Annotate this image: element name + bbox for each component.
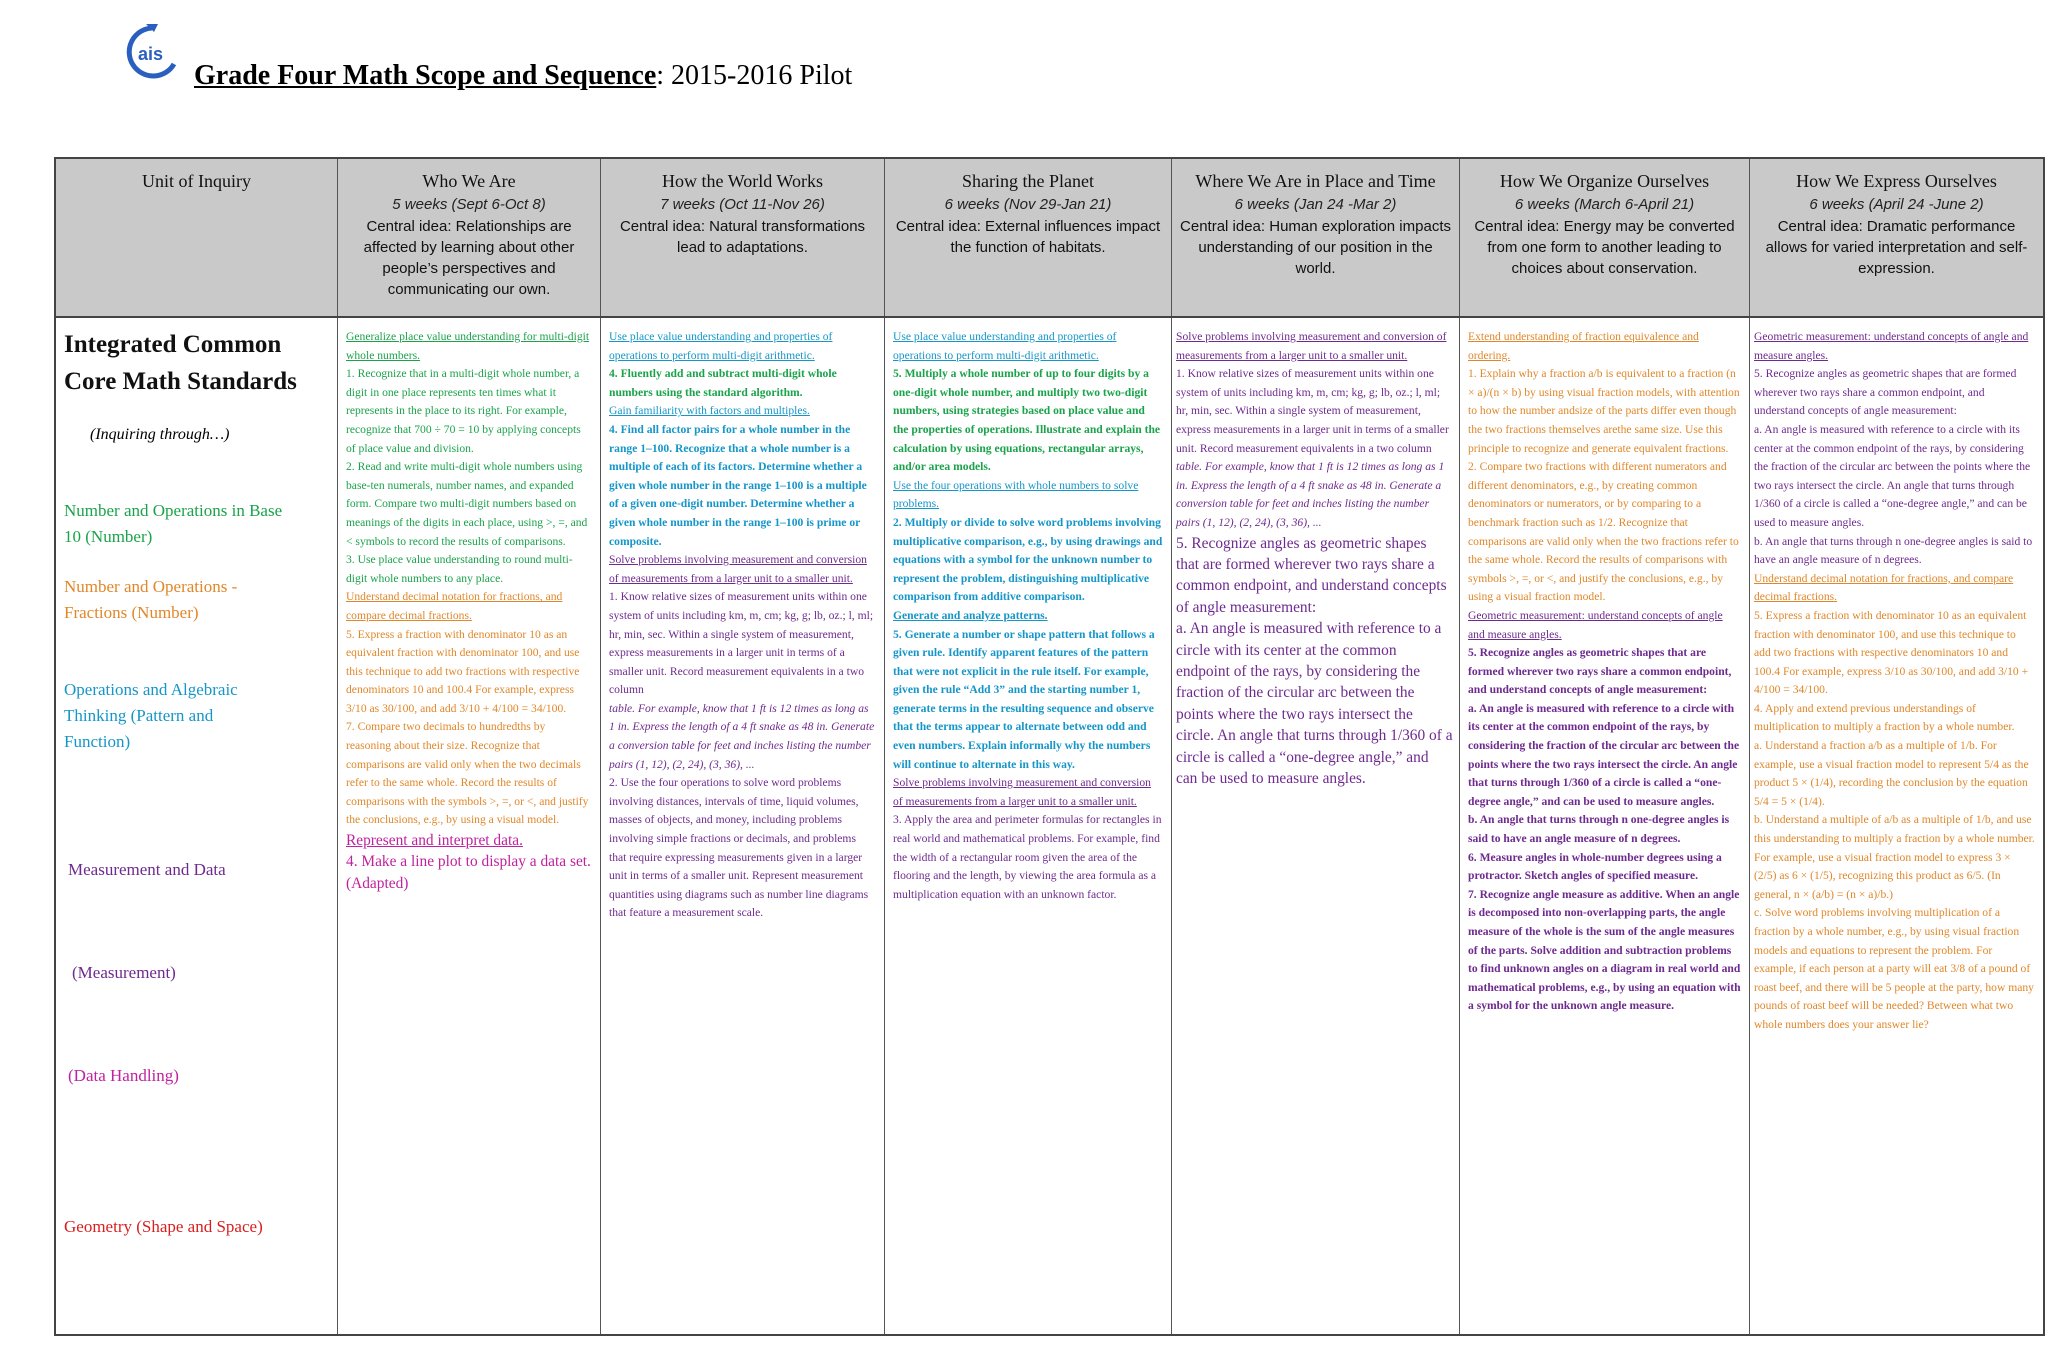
strand-measurement-data: Measurement and Data [68,860,226,879]
standards-cell [338,318,600,894]
standard-text: b. An angle that turns through n one-degree angles is said to have an angle measure of n degrees. [1468,813,1730,846]
standard-text: a. An angle is measured with reference to a circle with its center at the common endpoint of the rays, by considering the fraction of the circular arc between the points where the two rays intersect the circle. An angle that turns through 1/360 of a circle is called a “one-degree angle,” and can be used to measure angles. [1468,701,1740,808]
strand-measurement: (Measurement) [72,963,176,982]
column-weeks: 7 weeks (Oct 11-Nov 26) [660,196,825,213]
column-where-we-are [1172,318,1460,1334]
standard-text: 5. Recognize angles as geometric shapes that are formed wherever two rays share a common endpoint, and understand concepts of angle measurement: [1468,646,1732,697]
standard-text: 1. Explain why a fraction a/b is equivalent to a fraction (n × a)/(n × b) by using visual fraction models, with attention to how the number andsize of the parts differ even though the two fractions themselves arethe same size. Use this principle to recognize and generate equivalent fractions. [1468,367,1740,455]
standard-text: 4. Fluently add and subtract multi-digit whole numbers using the standard algorithm. [609,367,837,399]
column-weeks: 6 weeks (March 6-April 21) [1514,196,1695,213]
central-idea: Central idea: External influences impact the function of habitats. [895,218,1161,256]
standard-text: Extend understanding of fraction equivalence and ordering. [1468,330,1699,362]
header-unit-of-inquiry [56,159,338,316]
standard-text: table. For example, know that 1 ft is 12 times as long as 1 in. Express the length of a 4 ft snake as 48 in. Generate a conversion table for feet and inches listing the number pairs (1, 12), (2, 24), (3, 36), ... [1176,460,1445,529]
standards-title: Integrated Common Core Math Standards [64,331,297,395]
column-weeks: 6 weeks (April 24 -June 2) [1809,196,1984,213]
standard-text: Generate and analyze patterns. [893,608,1048,622]
standard-text: 7. Compare two decimals to hundredths by reasoning about their size. Recognize that comparisons are valid only when the two decimals refer to the same whole. Record the results of comparisons with the symbols >, =, or <, and justify the conclusions, e.g., by using a visual model. [346,720,589,827]
standards-subtitle: (Inquiring through…) [90,426,230,443]
column-name: How the World Works [662,171,823,191]
standards-label-column [56,318,338,1334]
strand-geometry: Geometry (Shape and Space) [64,1217,263,1236]
standards-cell [885,318,1171,904]
column-name: How We Organize Ourselves [1499,171,1710,191]
column-how-we-express [1750,318,2043,1334]
page-title [194,60,852,92]
standard-text: b. Understand a multiple of a/b as a multiple of 1/b, and use this understanding to multiply a fraction by a whole number. For example, use a visual fraction model to express 3 × (2/5) as 6 × (1/5), recognizing this product as 6/5. (In general, n × (a/b) = (n × a)/b.) [1754,813,2035,901]
central-idea: Central idea: Natural transformations lead to adaptations. [619,218,866,256]
standard-text: 2. Multiply or divide to solve word problems involving multiplicative comparison, e.g., by using drawings and equations with a symbol for the unknown number to represent the problem, distinguishing multiplicative comparison from additive comparison. [893,515,1163,604]
column-sharing-the-planet [885,318,1172,1334]
header-where-we-are [1172,159,1460,316]
column-name: Unit of Inquiry [142,171,251,191]
central-idea: Central idea: Energy may be converted from one form to another leading to choices about conservation. [1474,218,1735,277]
standard-text: 1. Recognize that in a multi-digit whole number, a digit in one place represents ten times what it represents in the place to its right. For example, recognize that 700 ÷ 70 = 10 by applying concepts of place value and division. [346,367,581,455]
standard-text: 5. Recognize angles as geometric shapes that are formed wherever two rays share a common endpoint, and understand concepts of angle measurement: [1176,534,1447,616]
standard-text: Understand decimal notation for fractions, and compare decimal fractions. [346,590,563,622]
strand-data-handling: (Data Handling) [68,1066,179,1085]
standard-text: 3. Apply the area and perimeter formulas for rectangles in real world and mathematical problems. For example, find the width of a rectangular room given the area of the flooring and the length, by viewing the area formula as a multiplication equation with an unknown factor. [893,813,1162,901]
column-name: Sharing the Planet [962,171,1094,191]
standard-text: b. An angle that turns through n one-degree angles is said to have an angle measure of n degrees. [1754,534,2033,567]
central-idea: Central idea: Human exploration impacts understanding of our position in the world. [1180,218,1451,277]
standard-text: Understand decimal notation for fractions, and compare decimal fractions. [1754,571,2014,604]
header-sharing-the-planet [885,159,1172,316]
standard-text: 4. Apply and extend previous understandings of multiplication to multiply a fraction by a whole number. [1754,701,2015,734]
header-how-the-world-works [601,159,885,316]
standards-cell [1172,318,1459,789]
standards-cell [601,318,884,923]
standards-cell [1750,318,2043,1035]
ais-logo [124,22,180,84]
strand-number-base10: Number and Operations in Base 10 (Number) [64,501,283,546]
standard-text: Geometric measurement: understand concepts of angle and measure angles. [1468,608,1723,641]
standard-text: table. For example, know that 1 ft is 12 times as long as 1 in. Express the length of a 4 ft snake as 48 in. Generate a conversion table for feet and inches listing the number pairs (1, 12), (2, 24), (3, 36), ... [609,701,875,771]
standard-text: 3. Use place value understanding to round multi-digit whole numbers to any place. [346,553,573,585]
standard-text: 7. Recognize angle measure as additive. When an angle is decomposed into non-overlapping parts, the angle measure of the whole is the sum of the angle measures of the parts. Solve addition and subtraction problems to find unknown angles on a diagram in real world and mathematical problems, e.g., by using an equation with a symbol for the unknown angle measure. [1468,887,1741,1013]
column-weeks: 5 weeks (Sept 6-Oct 8) [392,196,546,213]
header-how-we-express [1750,159,2043,316]
standard-text: a. Understand a fraction a/b as a multiple of 1/b. For example, use a visual fraction model to represent 5/4 as the product 5 × (1/4), recording the conclusion by the equation 5/4 = 5 × (1/4). [1754,739,2029,808]
standard-text: 5. Recognize angles as geometric shapes that are formed wherever two rays share a common endpoint, and understand concepts of angle measurement: [1754,367,2017,418]
standard-text: Use the four operations with whole numbers to solve problems. [893,478,1139,511]
title-rest: : 2015-2016 Pilot [656,60,853,91]
standard-text: Generalize place value understanding for multi-digit whole numbers. [346,330,590,362]
standard-text: Solve problems involving measurement and conversion of measurements from a larger unit to a smaller unit. [893,776,1151,808]
standard-text: Use place value understanding and properties of operations to perform multi-digit arithmetic. [609,330,833,362]
central-idea: Central idea: Dramatic performance allows for varied interpretation and self-expression. [1765,218,2028,277]
standard-text: 4. Make a line plot to display a data set. (Adapted) [346,853,591,892]
standard-text: 4. Find all factor pairs for a whole number in the range 1–100. Recognize that a whole number is a multiple of each of its factors. Determine whether a given whole number in the range 1–100 is a multiple of a given one-digit number. Determine whether a given whole number in the range 1–100 is prime or composite. [609,422,867,548]
standards-cell [1460,318,1749,1016]
title-main: Grade Four Math Scope and Sequence [194,60,657,91]
standard-text: 2. Compare two fractions with different numerators and different denominators, e.g., by creating common denominators or numerators, or by comparing to a benchmark fraction such as 1/2. Recognize that comparisons are valid only when the two fractions refer to the same whole. Record the results of comparisons with symbols >, =, or <, and justify the conclusions, e.g., by using a visual fraction model. [1468,460,1739,604]
standard-text: a. An angle is measured with reference to a circle with its center at the common endpoint of the rays, by considering the fraction of the circular arc between the points where the two rays intersect the circle. An angle that turns through 1/360 of a circle is called a “one-degree angle,” and can be used to measure angles. [1754,422,2031,529]
header-who-we-are [338,159,601,316]
standard-text: c. Solve word problems involving multiplication of a fraction by a whole number, e.g., by using visual fraction models and equations to represent the problem. For example, if each person at a party will eat 3/8 of a pound of roast beef, and there will be 5 people at the party, how many pounds of roast beef will be needed? Between what two whole numbers does your answer lie? [1754,906,2034,1031]
column-weeks: 6 weeks (Jan 24 -Mar 2) [1234,196,1397,213]
strand-algebraic-thinking: Operations and Algebraic Thinking (Pattern and Function) [64,680,238,751]
column-name: Where We Are in Place and Time [1195,171,1436,191]
scope-table [54,157,2045,1336]
column-how-we-organize [1460,318,1750,1334]
standard-text: Solve problems involving measurement and conversion of measurements from a larger unit to a smaller unit. [609,553,867,585]
standard-text: 1. Know relative sizes of measurement units within one system of units including km, m, cm; kg, g; lb, oz.; l, ml; hr, min, sec. Within a single system of measurement, express measurements in a larger unit in terms of a smaller unit. Record measurement equivalents in a two column [1176,367,1449,455]
standard-text: 5. Express a fraction with denominator 10 as an equivalent fraction with denominator 100, and use this technique to add two fractions with respective denominators 10 and 100.4 For example, express 3/10 as 30/100, and add 3/10 + 4/100 = 34/100. [346,627,580,715]
standard-text: 5. Multiply a whole number of up to four digits by a one-digit whole number, and multiply two two-digit numbers, using strategies based on place value and the properties of operations. Illustrate and explain the calculation by using equations, rectangular arrays, and/or area models. [893,367,1161,474]
column-who-we-are [338,318,601,1334]
column-name: How We Express Ourselves [1796,171,1997,191]
column-weeks: 6 weeks (Nov 29-Jan 21) [944,196,1112,213]
standard-text: Solve problems involving measurement and conversion of measurements from a larger unit to a smaller unit. [1176,330,1447,362]
column-how-the-world-works [601,318,885,1334]
column-name: Who We Are [422,171,516,191]
standard-text: 2. Use the four operations to solve word problems involving distances, intervals of time, liquid volumes, masses of objects, and money, including problems involving simple fractions or decimals, and problems that require expressing measurements given in a larger unit in terms of a smaller unit. Represent measurement quantities using diagrams such as number line diagrams that feature a measurement scale. [609,776,869,920]
strand-fractions: Number and Operations - Fractions (Number) [64,577,238,622]
standard-text: 1. Know relative sizes of measurement units within one system of units including km, m, cm; kg, g; lb, oz.; l, ml; hr, min, sec. Within a single system of measurement, express measurements in a larger unit in terms of a smaller unit. Record measurement equivalents in a two column [609,590,874,697]
standard-text: Represent and interpret data. [346,832,523,850]
standard-text: Geometric measurement: understand concepts of angle and measure angles. [1754,330,2029,362]
logo-text: ais [138,44,164,64]
header-how-we-organize [1460,159,1750,316]
central-idea: Central idea: Relationships are affected by learning about other people’s perspectives and communicating our own. [363,218,575,298]
standard-text: a. An angle is measured with reference to a circle with its center at the common endpoint of the rays, by considering the fraction of the circular arc between the points where the two rays intersect the circle. An angle that turns through 1/360 of a circle is called a “one-degree angle,” and can be used to measure angles. [1176,620,1453,787]
standard-text: 6. Measure angles in whole-number degrees using a protractor. Sketch angles of specified measure. [1468,850,1722,883]
standard-text: 2. Read and write multi-digit whole numbers using base-ten numerals, number names, and expanded form. Compare two multi-digit numbers based on meanings of the digits in each place, using >, =, and < symbols to record the results of comparisons. [346,460,588,548]
standard-text: Gain familiarity with factors and multiples. [609,404,810,418]
standard-text: 5. Express a fraction with denominator 10 as an equivalent fraction with denominator 100, and use this technique to add two fractions with respective denominators 10 and 100.4 For example, express 3/10 as 30/100, and add 3/10 + 4/100 = 34/100. [1754,608,2029,697]
standard-text: Use place value understanding and properties of operations to perform multi-digit arithmetic. [893,330,1117,362]
standard-text: 5. Generate a number or shape pattern that follows a given rule. Identify apparent features of the pattern that were not explicit in the rule itself. For example, given the rule “Add 3” and the starting number 1, generate terms in the resulting sequence and observe that the terms appear to alternate between odd and even numbers. Explain informally why the numbers will continue to alternate in this way. [893,627,1155,771]
